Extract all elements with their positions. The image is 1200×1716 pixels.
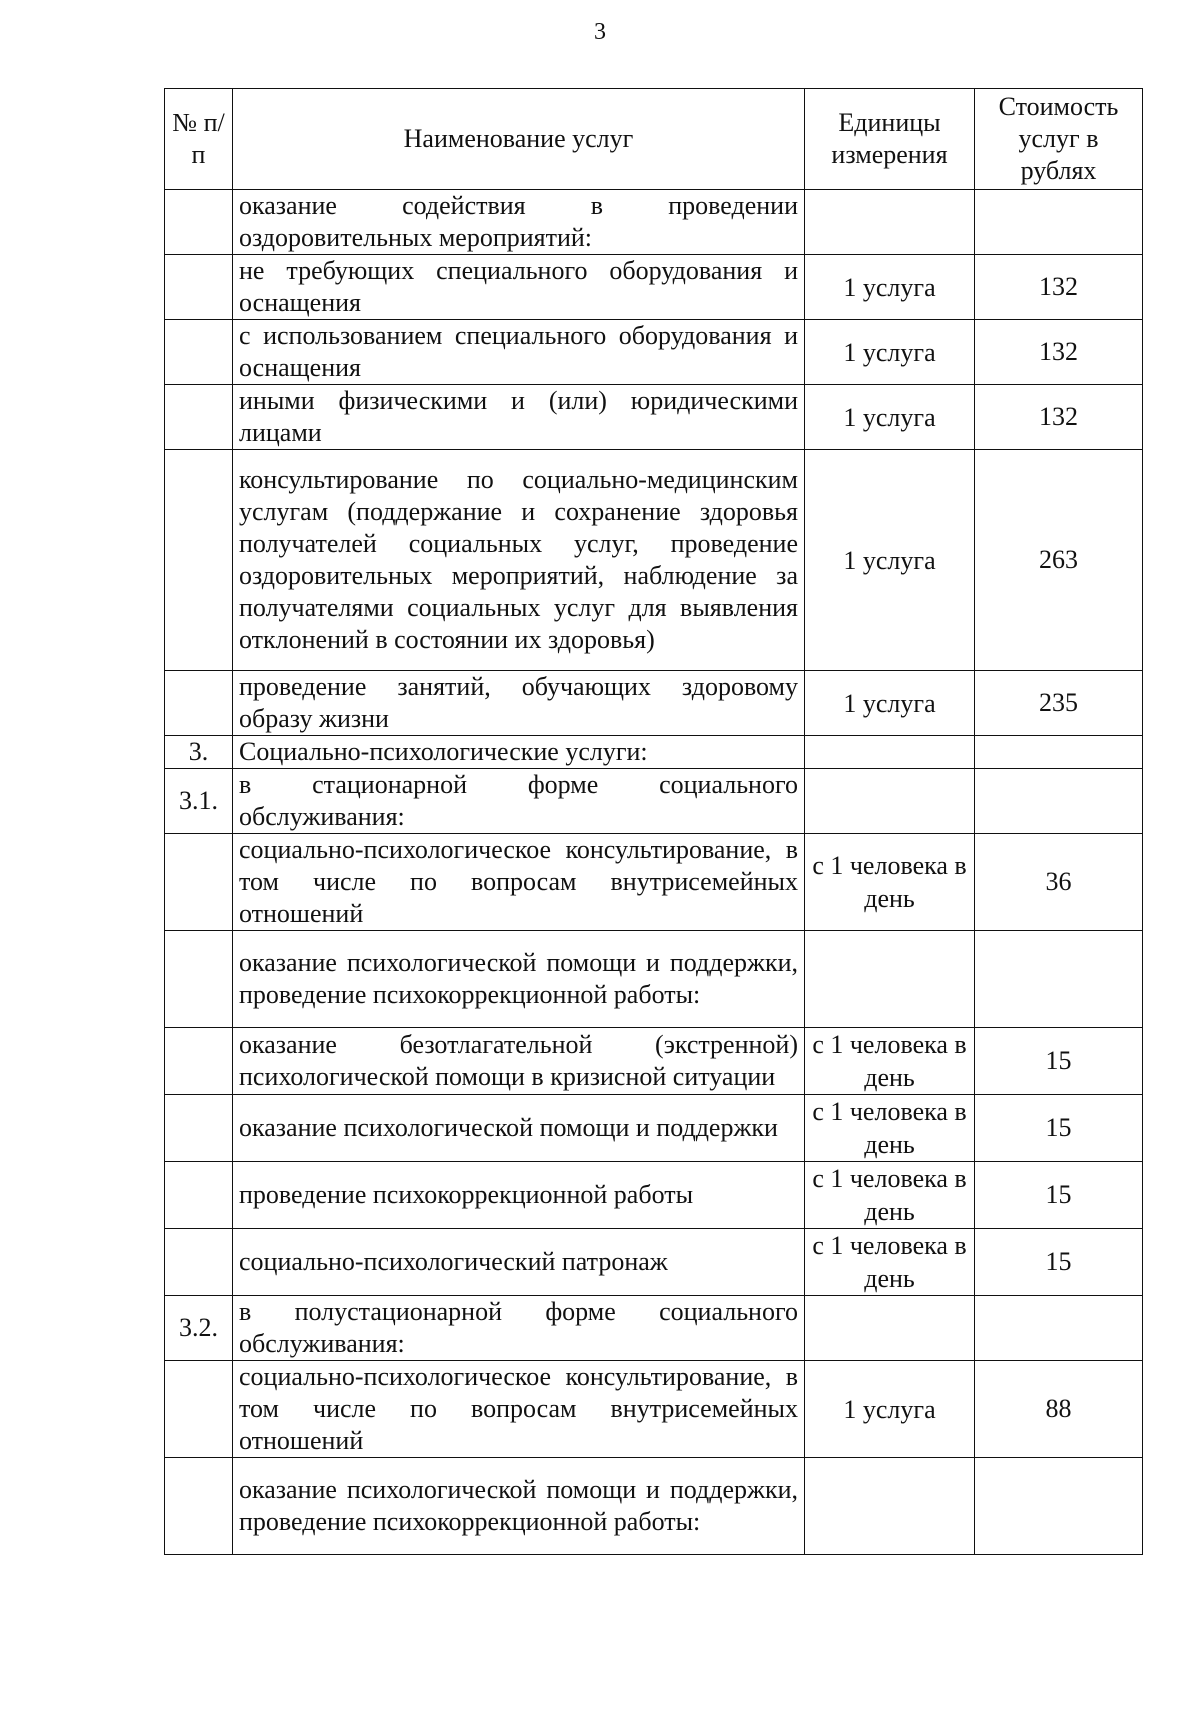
row-name: в полустационарной форме социального обслуживания: [233, 1296, 805, 1361]
row-unit: с 1 человека в день [805, 1229, 975, 1296]
row-unit: 1 услуга [805, 450, 975, 671]
row-num: 3.1. [165, 769, 233, 834]
row-name: социально-психологическое консультирование, в том числе по вопросам внутрисемейных отношений [233, 834, 805, 931]
row-unit: с 1 человека в день [805, 1095, 975, 1162]
table-row [165, 450, 1143, 671]
row-name: консультирование по социально-медицинским услугам (поддержание и сохранение здоровья получателей социальных услуг, проведение оздоровительных мероприятий, наблюдение за получателями социальных услуг для выявления отклонений в состоянии их здоровья) [233, 450, 805, 671]
row-num [165, 1229, 233, 1296]
row-cost: 132 [975, 385, 1143, 450]
row-unit [805, 1296, 975, 1361]
table-header-row [165, 89, 1143, 190]
row-num [165, 385, 233, 450]
row-unit: 1 услуга [805, 320, 975, 385]
row-num: 3.2. [165, 1296, 233, 1361]
row-unit [805, 190, 975, 255]
row-cost: 15 [975, 1229, 1143, 1296]
row-cost: 36 [975, 834, 1143, 931]
table-row [165, 385, 1143, 450]
row-num [165, 1361, 233, 1458]
table-row [165, 671, 1143, 736]
table-row [165, 1095, 1143, 1162]
row-cost [975, 736, 1143, 769]
row-num [165, 1162, 233, 1229]
row-unit [805, 769, 975, 834]
table-row [165, 1361, 1143, 1458]
table-row [165, 190, 1143, 255]
row-cost: 263 [975, 450, 1143, 671]
table-row [165, 1229, 1143, 1296]
table-row [165, 320, 1143, 385]
row-cost [975, 1458, 1143, 1555]
services-price-table [164, 88, 1143, 1555]
row-unit: 1 услуга [805, 385, 975, 450]
header-num: № п/п [165, 89, 233, 190]
row-name: проведение психокоррекционной работы [233, 1162, 805, 1229]
row-cost: 132 [975, 255, 1143, 320]
row-cost [975, 190, 1143, 255]
row-unit: 1 услуга [805, 1361, 975, 1458]
row-cost: 15 [975, 1028, 1143, 1095]
row-cost: 15 [975, 1162, 1143, 1229]
row-unit: 1 услуга [805, 671, 975, 736]
header-name: Наименование услуг [233, 89, 805, 190]
row-cost [975, 1296, 1143, 1361]
row-name: не требующих специального оборудования и оснащения [233, 255, 805, 320]
row-unit: с 1 человека в день [805, 834, 975, 931]
row-num [165, 255, 233, 320]
row-num: 3. [165, 736, 233, 769]
row-num [165, 1028, 233, 1095]
row-unit [805, 736, 975, 769]
row-name: оказание психологической помощи и поддержки, проведение психокоррекционной работы: [233, 931, 805, 1028]
table-row [165, 255, 1143, 320]
row-unit: с 1 человека в день [805, 1028, 975, 1095]
table-row [165, 736, 1143, 769]
row-cost: 235 [975, 671, 1143, 736]
row-name: социально-психологический патронаж [233, 1229, 805, 1296]
row-cost: 88 [975, 1361, 1143, 1458]
row-unit: с 1 человека в день [805, 1162, 975, 1229]
header-unit: Единицы измерения [805, 89, 975, 190]
table-row [165, 769, 1143, 834]
row-num [165, 190, 233, 255]
table-row [165, 1458, 1143, 1555]
table-row [165, 931, 1143, 1028]
row-cost: 132 [975, 320, 1143, 385]
row-num [165, 671, 233, 736]
row-name: проведение занятий, обучающих здоровому образу жизни [233, 671, 805, 736]
row-num [165, 1095, 233, 1162]
row-cost [975, 769, 1143, 834]
row-num [165, 450, 233, 671]
row-unit: 1 услуга [805, 255, 975, 320]
row-num [165, 931, 233, 1028]
row-name: социально-психологическое консультирование, в том числе по вопросам внутрисемейных отношений [233, 1361, 805, 1458]
row-num [165, 1458, 233, 1555]
table-row [165, 1162, 1143, 1229]
row-unit [805, 931, 975, 1028]
table-row [165, 1028, 1143, 1095]
row-name: Социально-психологические услуги: [233, 736, 805, 769]
row-name: оказание содействия в проведении оздоровительных мероприятий: [233, 190, 805, 255]
row-num [165, 320, 233, 385]
row-cost [975, 931, 1143, 1028]
row-name: иными физическими и (или) юридическими лицами [233, 385, 805, 450]
row-name: оказание психологической помощи и поддержки, проведение психокоррекционной работы: [233, 1458, 805, 1555]
row-unit [805, 1458, 975, 1555]
row-cost: 15 [975, 1095, 1143, 1162]
row-num [165, 834, 233, 931]
row-name: оказание психологической помощи и поддержки [233, 1095, 805, 1162]
table-row [165, 1296, 1143, 1361]
header-cost: Стоимость услуг в рублях [975, 89, 1143, 190]
row-name: с использованием специального оборудования и оснащения [233, 320, 805, 385]
page-number: 3 [594, 19, 606, 45]
table-row [165, 834, 1143, 931]
row-name: оказание безотлагательной (экстренной) психологической помощи в кризисной ситуации [233, 1028, 805, 1095]
row-name: в стационарной форме социального обслуживания: [233, 769, 805, 834]
